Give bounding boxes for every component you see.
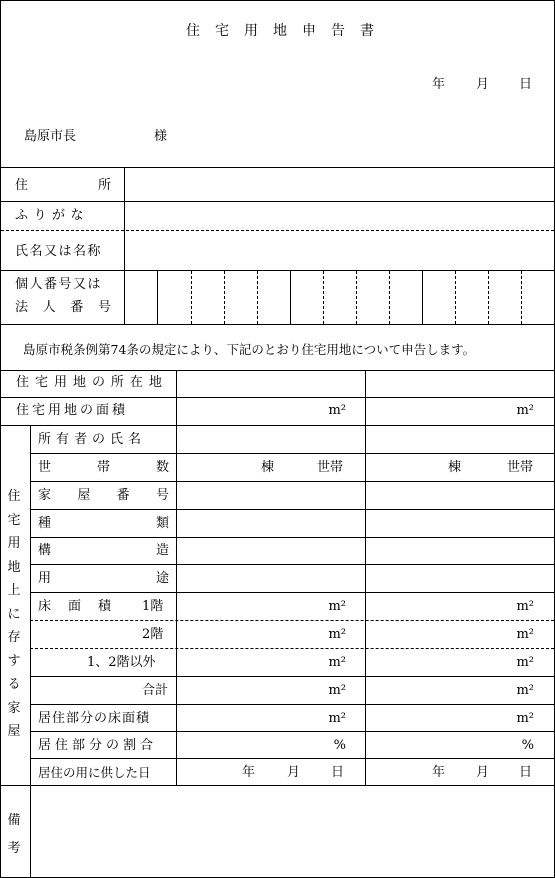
date-used-month-2: 月 (476, 765, 490, 780)
land-location-label: 住 宅 用 地 の 所 在 地 (16, 375, 162, 390)
date-month-label: 月 (476, 77, 490, 92)
buildings-unit-2: 棟 (448, 460, 462, 475)
other-floors-unit-2: m² (516, 655, 534, 670)
buildings-unit-1: 棟 (261, 460, 275, 475)
other-floors-unit-1: m² (328, 655, 346, 670)
ratio-unit-1: % (333, 738, 346, 753)
declaration-text: 島原市税条例第74条の規定により、下記のとおり住宅用地について申告します。 (23, 342, 476, 357)
total-unit-2: m² (516, 683, 534, 698)
land-location-field-1[interactable] (177, 371, 365, 397)
name-field[interactable] (125, 231, 554, 270)
address-label: 住 所 (15, 178, 111, 193)
id-label-line2: 法 人 番 号 (15, 300, 111, 315)
floor1-unit-1: m² (328, 599, 346, 614)
land-area-label: 住宅用地の面積 (16, 403, 129, 418)
residential-area-unit-2: m² (516, 711, 534, 726)
floor2-unit-1: m² (328, 627, 346, 642)
date-used-year-1: 年 (242, 765, 256, 780)
name-label: 氏名又は名称 (15, 244, 103, 259)
type-label: 種 類 (38, 516, 169, 531)
furigana-label: ふりがな (15, 208, 90, 223)
remarks-field[interactable] (31, 786, 554, 877)
floor1-unit-2: m² (516, 599, 534, 614)
floor2-label: 2階 (142, 627, 164, 642)
date-used-day-2: 日 (519, 765, 533, 780)
floor2-unit-2: m² (516, 627, 534, 642)
residential-area-label: 居住部分の床面積 (38, 711, 151, 726)
residential-area-unit-1: m² (328, 711, 346, 726)
id-label-line1: 個人番号又は (15, 277, 103, 292)
date-used-day-1: 日 (331, 765, 345, 780)
id-number-boxes[interactable] (125, 271, 554, 324)
use-label: 用 途 (38, 571, 169, 586)
date-used-month-1: 月 (287, 765, 301, 780)
form-title: 住宅用地申告書 (186, 23, 389, 39)
total-unit-1: m² (328, 683, 346, 698)
floor1-label: 1階 (142, 599, 164, 614)
address-field[interactable] (125, 168, 554, 201)
ratio-unit-2: % (521, 738, 534, 753)
house-number-label: 家 屋 番 号 (38, 488, 169, 503)
honorific: 様 (154, 129, 168, 144)
households-unit-2: 世帯 (507, 460, 534, 475)
house-section-label: 住宅用地上に存する家屋 (7, 489, 21, 739)
date-day-label: 日 (519, 77, 533, 92)
households-unit-1: 世帯 (317, 460, 344, 475)
date-used-year-2: 年 (432, 765, 446, 780)
other-floors-label: 1、2階以外 (87, 655, 156, 670)
addressee: 島原市長 (24, 129, 77, 144)
land-location-field-2[interactable] (366, 371, 554, 397)
date-used-label: 居住の用に供した日 (38, 765, 151, 780)
owner-label: 所有者の氏名 (38, 432, 147, 447)
remarks-label: 備考 (7, 813, 21, 856)
floor-area-label: 床面積 (38, 599, 129, 614)
land-area-unit-2: m² (516, 403, 534, 418)
furigana-field[interactable] (125, 202, 554, 230)
date-year-label: 年 (432, 77, 446, 92)
total-label: 合計 (142, 683, 169, 698)
households-label: 世 帯 数 (38, 460, 169, 475)
land-area-unit-1: m² (328, 403, 346, 418)
structure-label: 構 造 (38, 543, 169, 558)
residential-ratio-label: 居住部分の割合 (38, 738, 158, 753)
